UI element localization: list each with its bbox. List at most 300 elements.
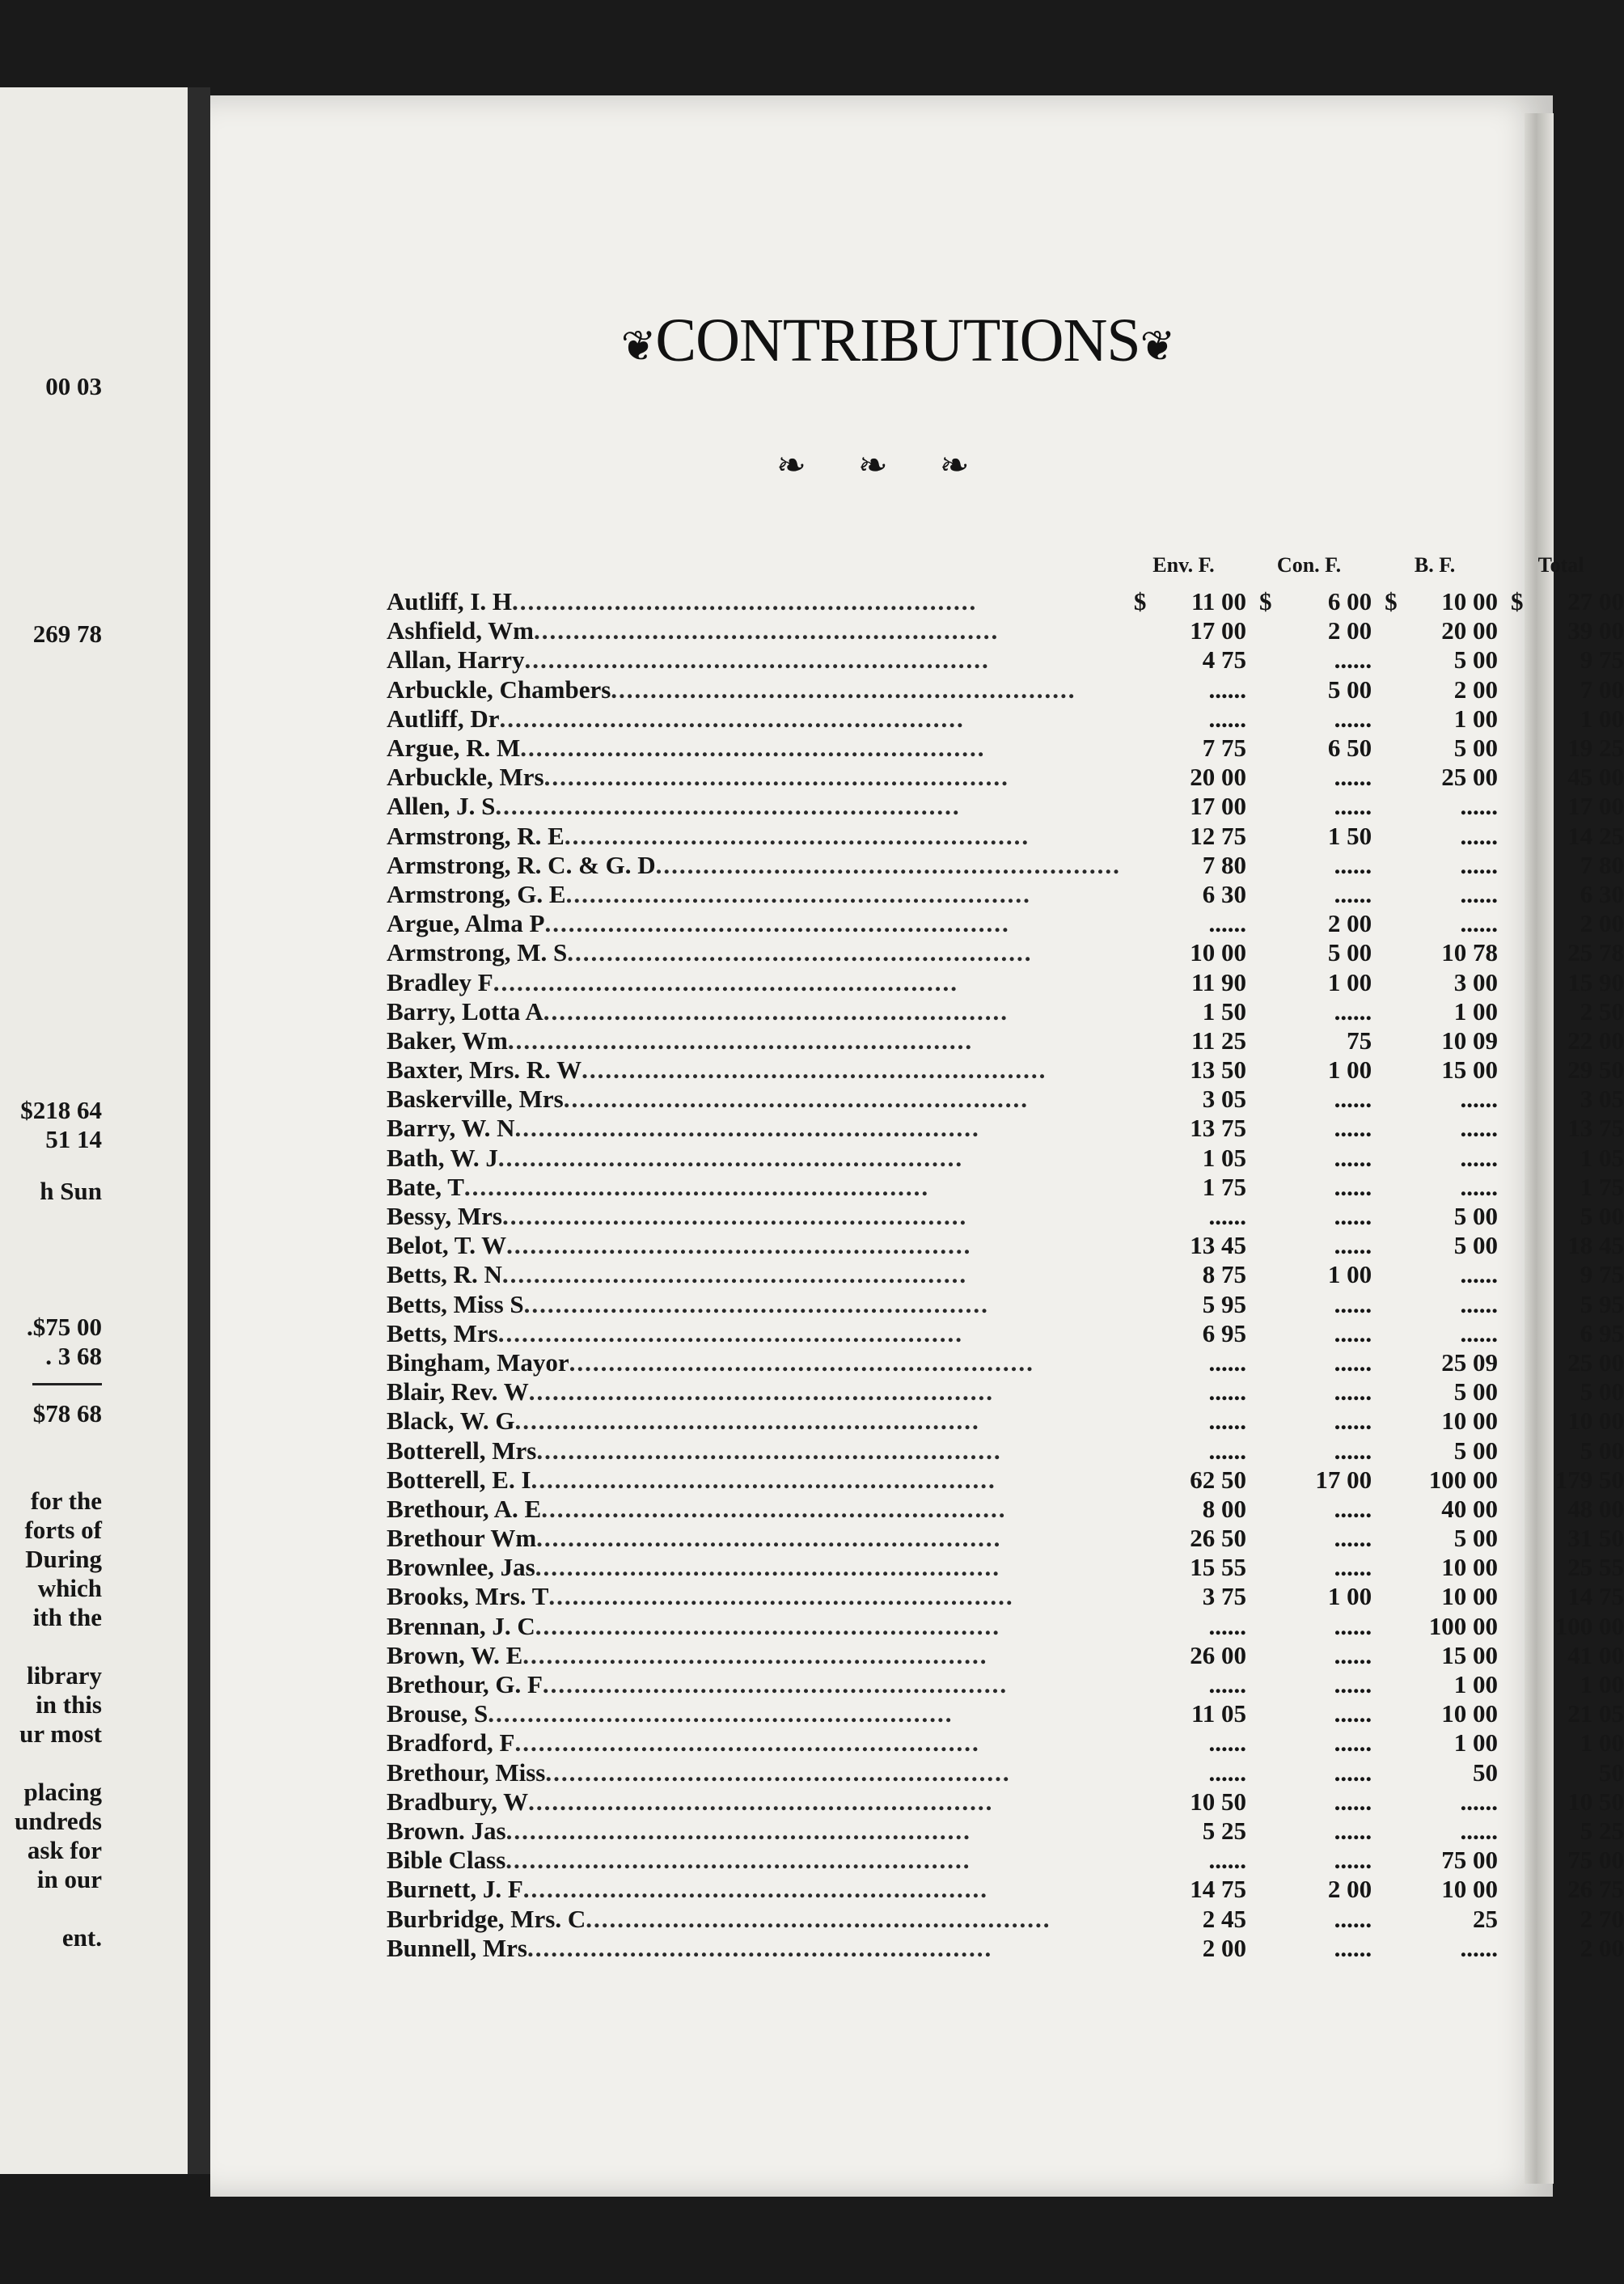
amount-value: 2 00 bbox=[1580, 909, 1624, 938]
table-row bbox=[387, 1582, 1624, 1611]
previous-page-text: h Sun bbox=[40, 1177, 102, 1205]
amount-value: ...... bbox=[1334, 1347, 1372, 1377]
amount-value: ...... bbox=[1334, 1787, 1372, 1816]
amount-value: ...... bbox=[1208, 1347, 1246, 1377]
amount-bf bbox=[1372, 1026, 1498, 1055]
amount-value: ...... bbox=[1208, 1377, 1246, 1406]
amount-con bbox=[1246, 1377, 1372, 1406]
amount-bf bbox=[1372, 792, 1498, 821]
amount-value: ...... bbox=[1334, 1289, 1372, 1318]
amount-value: 1 00 bbox=[1580, 704, 1624, 733]
amount-value: 5 00 bbox=[1453, 1231, 1499, 1260]
contributor-name: Bradley F bbox=[387, 967, 493, 996]
contributor-name: Brownlee, Jas bbox=[387, 1553, 535, 1582]
contributor-name: Baker, Wm bbox=[387, 1026, 508, 1055]
amount-value: 1 75 bbox=[1580, 1172, 1624, 1201]
amount-value: 25 00 bbox=[1441, 763, 1499, 792]
dot-leader: ........................................................... bbox=[505, 1816, 971, 1845]
contributor-name: Bath, W. J bbox=[387, 1143, 498, 1172]
amount-bf bbox=[1372, 587, 1498, 616]
table-row bbox=[387, 1406, 1624, 1436]
previous-page-text: for the bbox=[30, 1487, 102, 1515]
header-env-f: Env. F. bbox=[1152, 553, 1215, 577]
contributor-name-cell bbox=[387, 1641, 1121, 1670]
contributor-name-cell bbox=[387, 1670, 1121, 1699]
amount-value: 6 00 bbox=[1327, 587, 1372, 616]
previous-page-text: ent. bbox=[61, 1923, 102, 1952]
amount-bf bbox=[1372, 1466, 1498, 1495]
amount-value: 10 50 bbox=[1567, 1787, 1624, 1816]
amount-env bbox=[1121, 1728, 1246, 1757]
amount-con bbox=[1246, 1114, 1372, 1143]
previous-page-text: in this bbox=[36, 1690, 102, 1719]
amount-total bbox=[1498, 1319, 1624, 1348]
amount-value: ...... bbox=[1460, 1143, 1499, 1172]
amount-value: 100 00 bbox=[1428, 1611, 1499, 1640]
dot-leader: ........................................................... bbox=[548, 1582, 1014, 1611]
amount-value: 75 bbox=[1347, 1026, 1372, 1055]
amount-value: ...... bbox=[1334, 1406, 1372, 1436]
amount-total bbox=[1498, 1290, 1624, 1319]
amount-value: 10 00 bbox=[1441, 1553, 1499, 1582]
amount-value: ...... bbox=[1334, 1728, 1372, 1757]
header-con-f: Con. F. bbox=[1276, 553, 1342, 577]
amount-env bbox=[1121, 1231, 1246, 1260]
amount-bf bbox=[1372, 1055, 1498, 1085]
amount-value: ...... bbox=[1334, 1524, 1372, 1553]
dot-leader: ........................................................... bbox=[524, 645, 990, 675]
amount-env bbox=[1121, 1319, 1246, 1348]
amount-value: 5 00 bbox=[1580, 1202, 1624, 1231]
dot-leader: ........................................................... bbox=[544, 909, 1010, 938]
amount-value: ...... bbox=[1334, 1816, 1372, 1845]
amount-con bbox=[1246, 1173, 1372, 1202]
amount-env bbox=[1121, 1612, 1246, 1641]
amount-value: 2 00 bbox=[1453, 675, 1499, 704]
amount-value: ...... bbox=[1334, 850, 1372, 879]
contributor-name-cell bbox=[387, 1904, 1121, 1933]
amount-env bbox=[1121, 1466, 1246, 1495]
contributor-name: Baskerville, Mrs bbox=[387, 1085, 564, 1114]
amount-value: 1 75 bbox=[1202, 1172, 1246, 1201]
amount-value: 2 00 bbox=[1580, 1933, 1624, 1962]
amount-bf bbox=[1372, 1934, 1498, 1963]
amount-env bbox=[1121, 1817, 1246, 1846]
amount-value: 5 00 bbox=[1453, 1436, 1499, 1465]
contributor-name: Betts, R. N bbox=[387, 1260, 502, 1289]
amount-value: 1 00 bbox=[1327, 1055, 1372, 1085]
amount-con bbox=[1246, 997, 1372, 1026]
dot-leader: ........................................................... bbox=[541, 1494, 1007, 1523]
amount-value: ...... bbox=[1208, 1757, 1246, 1787]
amount-total bbox=[1498, 1348, 1624, 1377]
currency-symbol: $ bbox=[1133, 587, 1147, 616]
previous-page-text: 269 78 bbox=[32, 620, 102, 648]
amount-value: ...... bbox=[1460, 1085, 1499, 1114]
amount-value: ...... bbox=[1208, 1728, 1246, 1757]
table-row bbox=[387, 1202, 1624, 1231]
dot-leader: ........................................................... bbox=[545, 1757, 1011, 1787]
amount-con bbox=[1246, 1055, 1372, 1085]
amount-value: 5 00 bbox=[1453, 1202, 1499, 1231]
amount-env bbox=[1121, 1875, 1246, 1904]
contributor-name: Allan, Harry bbox=[387, 645, 525, 675]
table-row bbox=[387, 1904, 1624, 1933]
amount-con bbox=[1246, 587, 1372, 616]
dot-leader: ........................................................... bbox=[527, 1933, 993, 1962]
amount-total bbox=[1498, 1495, 1624, 1524]
amount-value: ...... bbox=[1334, 996, 1372, 1026]
amount-value: 2 50 bbox=[1580, 996, 1624, 1026]
contributor-name-cell bbox=[387, 645, 1121, 675]
table-header-row bbox=[387, 552, 1624, 587]
amount-con bbox=[1246, 1348, 1372, 1377]
contributor-name-cell bbox=[387, 1699, 1121, 1728]
amount-value: 11 90 bbox=[1191, 967, 1246, 996]
dot-leader: ........................................................... bbox=[536, 1524, 1002, 1553]
contributor-name-cell bbox=[387, 1466, 1121, 1495]
dot-leader: ........................................................... bbox=[514, 1114, 980, 1143]
amount-con bbox=[1246, 1085, 1372, 1114]
table-row bbox=[387, 1787, 1624, 1817]
table-row bbox=[387, 1466, 1624, 1495]
table-row bbox=[387, 1553, 1624, 1582]
amount-value: 75 00 bbox=[1441, 1846, 1499, 1875]
contributor-name-cell bbox=[387, 1787, 1121, 1817]
amount-con bbox=[1246, 1612, 1372, 1641]
amount-value: 10 00 bbox=[1441, 1875, 1499, 1904]
amount-bf bbox=[1372, 1260, 1498, 1289]
contributor-name-cell bbox=[387, 704, 1121, 734]
previous-page-text: . 3 68 bbox=[45, 1342, 102, 1370]
amount-bf bbox=[1372, 1582, 1498, 1611]
amount-value: 10 78 bbox=[1441, 938, 1499, 967]
dot-leader: ........................................................... bbox=[536, 1436, 1002, 1465]
amount-value: ...... bbox=[1334, 1670, 1372, 1699]
amount-env bbox=[1121, 1202, 1246, 1231]
dot-leader: ........................................................... bbox=[512, 587, 978, 616]
amount-value: 13 50 bbox=[1190, 1055, 1246, 1085]
contributor-name: Brethour Wm bbox=[387, 1524, 537, 1553]
amount-total bbox=[1498, 1846, 1624, 1875]
amount-total bbox=[1498, 1934, 1624, 1963]
amount-total bbox=[1498, 851, 1624, 880]
amount-value: 1 00 bbox=[1453, 1670, 1499, 1699]
amount-bf bbox=[1372, 1846, 1498, 1875]
contributions-table bbox=[387, 552, 1624, 1963]
contributor-name: Armstrong, R. C. & G. D bbox=[387, 850, 656, 879]
amount-con bbox=[1246, 1728, 1372, 1757]
amount-value: 1 05 bbox=[1202, 1143, 1246, 1172]
dot-leader: ........................................................... bbox=[563, 1085, 1029, 1114]
amount-env bbox=[1121, 1026, 1246, 1055]
amount-value: 11 00 bbox=[1191, 587, 1246, 616]
amount-env bbox=[1121, 1524, 1246, 1553]
amount-con bbox=[1246, 1641, 1372, 1670]
amount-env bbox=[1121, 1758, 1246, 1787]
amount-total bbox=[1498, 616, 1624, 645]
amount-total bbox=[1498, 1231, 1624, 1260]
amount-value: ...... bbox=[1208, 1670, 1246, 1699]
amount-total bbox=[1498, 792, 1624, 821]
amount-value: 50 bbox=[1473, 1757, 1499, 1787]
amount-value: ...... bbox=[1208, 909, 1246, 938]
amount-env bbox=[1121, 822, 1246, 851]
dot-leader: ........................................................... bbox=[543, 996, 1009, 1026]
dot-leader: ........................................................... bbox=[535, 1553, 1000, 1582]
amount-value: 1 00 bbox=[1327, 1582, 1372, 1611]
amount-total bbox=[1498, 909, 1624, 938]
amount-value: 7 75 bbox=[1202, 734, 1246, 763]
amount-con bbox=[1246, 1846, 1372, 1875]
contributor-name: Black, W. G bbox=[387, 1406, 515, 1436]
amount-bf bbox=[1372, 1114, 1498, 1143]
amount-value: 6 95 bbox=[1580, 1318, 1624, 1347]
amount-bf bbox=[1372, 1875, 1498, 1904]
table-row bbox=[387, 909, 1624, 938]
contributor-name-cell bbox=[387, 1846, 1121, 1875]
contributor-name: Brennan, J. C bbox=[387, 1611, 535, 1640]
previous-page-text: 51 14 bbox=[45, 1125, 102, 1153]
amount-con bbox=[1246, 1875, 1372, 1904]
amount-env bbox=[1121, 938, 1246, 967]
dot-leader: ........................................................... bbox=[499, 704, 965, 733]
amount-value: ...... bbox=[1334, 1318, 1372, 1347]
amount-con bbox=[1246, 1260, 1372, 1289]
contributor-name-cell bbox=[387, 1436, 1121, 1465]
amount-bf bbox=[1372, 1553, 1498, 1582]
amount-value: ...... bbox=[1334, 1611, 1372, 1640]
contributor-name: Bradbury, W bbox=[387, 1787, 529, 1816]
amount-value: 7 00 bbox=[1580, 675, 1624, 704]
amount-total bbox=[1498, 938, 1624, 967]
contributor-name-cell bbox=[387, 1319, 1121, 1348]
table-row bbox=[387, 675, 1624, 704]
table-row bbox=[387, 792, 1624, 821]
amount-value: 15 55 bbox=[1190, 1553, 1246, 1582]
table-row bbox=[387, 734, 1624, 763]
amount-total bbox=[1498, 1202, 1624, 1231]
contributor-name-cell bbox=[387, 1495, 1121, 1524]
currency-symbol: $ bbox=[1511, 587, 1524, 616]
amount-value: ...... bbox=[1334, 1143, 1372, 1172]
amount-value: 5 95 bbox=[1580, 1289, 1624, 1318]
amount-bf bbox=[1372, 1144, 1498, 1173]
amount-value: 13 75 bbox=[1190, 1114, 1246, 1143]
amount-value: 14 75 bbox=[1567, 1582, 1624, 1611]
contributor-name: Bessy, Mrs bbox=[387, 1202, 502, 1231]
amount-value: 25 00 bbox=[1567, 1347, 1624, 1377]
amount-con bbox=[1246, 1904, 1372, 1933]
contributor-name-cell bbox=[387, 763, 1121, 792]
dot-leader: ........................................................... bbox=[567, 938, 1033, 967]
amount-value: ...... bbox=[1460, 909, 1499, 938]
amount-value: 12 75 bbox=[1190, 821, 1246, 850]
contributor-name: Armstrong, G. E bbox=[387, 879, 566, 908]
amount-total bbox=[1498, 587, 1624, 616]
contributor-name-cell bbox=[387, 1817, 1121, 1846]
amount-value: 5 00 bbox=[1580, 1436, 1624, 1465]
amount-con bbox=[1246, 967, 1372, 996]
dot-leader: ........................................................... bbox=[655, 850, 1121, 879]
amount-total bbox=[1498, 1406, 1624, 1436]
amount-value: 5 00 bbox=[1327, 675, 1372, 704]
currency-symbol: $ bbox=[1385, 587, 1398, 616]
amount-value: 20 00 bbox=[1190, 763, 1246, 792]
dot-leader: ........................................................... bbox=[514, 1406, 980, 1436]
amount-value: ...... bbox=[1208, 1406, 1246, 1436]
amount-con bbox=[1246, 1582, 1372, 1611]
contributor-name: Autliff, I. H bbox=[387, 587, 512, 616]
contributor-name-cell bbox=[387, 967, 1121, 996]
contributor-name: Arbuckle, Mrs bbox=[387, 763, 544, 792]
page-title bbox=[566, 306, 1229, 376]
amount-env bbox=[1121, 675, 1246, 704]
amount-value: 10 00 bbox=[1441, 1699, 1499, 1728]
amount-value: 10 00 bbox=[1441, 587, 1499, 616]
amount-value: ...... bbox=[1334, 1377, 1372, 1406]
amount-con bbox=[1246, 1787, 1372, 1817]
amount-total bbox=[1498, 1553, 1624, 1582]
fleuron-icon: ❧ bbox=[939, 446, 970, 485]
contributor-name-cell bbox=[387, 734, 1121, 763]
amount-con bbox=[1246, 734, 1372, 763]
amount-total bbox=[1498, 1173, 1624, 1202]
amount-bf bbox=[1372, 763, 1498, 792]
amount-value: 179 50 bbox=[1554, 1465, 1624, 1494]
table-row bbox=[387, 1114, 1624, 1143]
amount-value: 40 00 bbox=[1441, 1494, 1499, 1523]
amount-total bbox=[1498, 1466, 1624, 1495]
dot-leader: ........................................................... bbox=[535, 1611, 1000, 1640]
amount-value: 15 00 bbox=[1441, 1640, 1499, 1669]
contributor-name-cell bbox=[387, 1524, 1121, 1553]
amount-value: 14 75 bbox=[1190, 1875, 1246, 1904]
table-row bbox=[387, 1641, 1624, 1670]
amount-value: ...... bbox=[1208, 1436, 1246, 1465]
amount-total bbox=[1498, 1904, 1624, 1933]
dot-leader: ........................................................... bbox=[522, 1875, 989, 1904]
amount-con bbox=[1246, 792, 1372, 821]
amount-value: 2 70 bbox=[1580, 1904, 1624, 1933]
amount-value: ...... bbox=[1334, 1202, 1372, 1231]
contributor-name: Botterell, E. I bbox=[387, 1465, 531, 1494]
previous-page-text: library bbox=[27, 1661, 102, 1690]
table-row bbox=[387, 1524, 1624, 1553]
amount-value: 1 50 bbox=[1202, 996, 1246, 1026]
amount-value: 4 75 bbox=[1202, 645, 1246, 675]
amount-bf bbox=[1372, 1377, 1498, 1406]
fleuron-left-icon: ❦ bbox=[620, 324, 656, 370]
amount-value: 2 00 bbox=[1327, 909, 1372, 938]
amount-value: 17 00 bbox=[1190, 792, 1246, 821]
amount-value: 5 00 bbox=[1580, 1377, 1624, 1406]
contributor-name-cell bbox=[387, 1377, 1121, 1406]
amount-value: 5 95 bbox=[1202, 1289, 1246, 1318]
amount-value: ...... bbox=[1208, 1202, 1246, 1231]
amount-value: 3 05 bbox=[1580, 1085, 1624, 1114]
table-row bbox=[387, 616, 1624, 645]
amount-con bbox=[1246, 1231, 1372, 1260]
amount-bf bbox=[1372, 1173, 1498, 1202]
table-row bbox=[387, 1846, 1624, 1875]
contributor-name-cell bbox=[387, 1934, 1121, 1963]
amount-bf bbox=[1372, 880, 1498, 909]
amount-value: 1 00 bbox=[1327, 967, 1372, 996]
amount-value: ...... bbox=[1334, 792, 1372, 821]
amount-con bbox=[1246, 1319, 1372, 1348]
contributor-name-cell bbox=[387, 880, 1121, 909]
amount-value: 10 00 bbox=[1567, 1406, 1624, 1436]
table-row bbox=[387, 997, 1624, 1026]
contributor-name: Argue, R. M bbox=[387, 734, 521, 763]
table-row bbox=[387, 938, 1624, 967]
table-row bbox=[387, 1348, 1624, 1377]
amount-value: ...... bbox=[1334, 645, 1372, 675]
amount-con bbox=[1246, 909, 1372, 938]
amount-bf bbox=[1372, 967, 1498, 996]
contributor-name-cell bbox=[387, 1260, 1121, 1289]
amount-value: 27 00 bbox=[1567, 587, 1624, 616]
amount-value: 1 00 bbox=[1453, 1728, 1499, 1757]
amount-value: 20 00 bbox=[1441, 616, 1499, 645]
previous-page-text: 00 03 bbox=[45, 372, 102, 400]
amount-bf bbox=[1372, 616, 1498, 645]
amount-bf bbox=[1372, 1728, 1498, 1757]
amount-value: 15 00 bbox=[1441, 1055, 1499, 1085]
amount-con bbox=[1246, 1758, 1372, 1787]
amount-total bbox=[1498, 763, 1624, 792]
table-row bbox=[387, 1728, 1624, 1757]
contributor-name-cell bbox=[387, 1085, 1121, 1114]
amount-value: 10 50 bbox=[1190, 1787, 1246, 1816]
dot-leader: ........................................................... bbox=[528, 1377, 994, 1406]
amount-env bbox=[1121, 1290, 1246, 1319]
dot-leader: ........................................................... bbox=[528, 1787, 994, 1816]
contributor-name-cell bbox=[387, 1114, 1121, 1143]
amount-value: 2 00 bbox=[1327, 616, 1372, 645]
amount-total bbox=[1498, 675, 1624, 704]
amount-value: ...... bbox=[1208, 1846, 1246, 1875]
amount-bf bbox=[1372, 1085, 1498, 1114]
table-row bbox=[387, 704, 1624, 734]
amount-value: ...... bbox=[1208, 1611, 1246, 1640]
amount-env bbox=[1121, 704, 1246, 734]
amount-total bbox=[1498, 1582, 1624, 1611]
amount-value: 1 00 bbox=[1453, 704, 1499, 733]
contributor-name-cell bbox=[387, 851, 1121, 880]
contributor-name: Allen, J. S bbox=[387, 792, 496, 821]
dot-leader: ........................................................... bbox=[586, 1904, 1051, 1933]
amount-con bbox=[1246, 1934, 1372, 1963]
amount-value: 8 75 bbox=[1202, 1260, 1246, 1289]
amount-bf bbox=[1372, 938, 1498, 967]
amount-env bbox=[1121, 1934, 1246, 1963]
amount-value: 100 00 bbox=[1554, 1611, 1624, 1640]
amount-value: ...... bbox=[1460, 1289, 1499, 1318]
table-row bbox=[387, 1817, 1624, 1846]
dot-leader: ........................................................... bbox=[520, 734, 986, 763]
amount-value: ...... bbox=[1334, 1699, 1372, 1728]
amount-total bbox=[1498, 880, 1624, 909]
amount-total bbox=[1498, 1875, 1624, 1904]
amount-total bbox=[1498, 704, 1624, 734]
header-name bbox=[387, 552, 1121, 587]
amount-bf bbox=[1372, 1787, 1498, 1817]
amount-total bbox=[1498, 1055, 1624, 1085]
table-row bbox=[387, 1055, 1624, 1085]
contributor-name: Autliff, Dr bbox=[387, 704, 500, 733]
